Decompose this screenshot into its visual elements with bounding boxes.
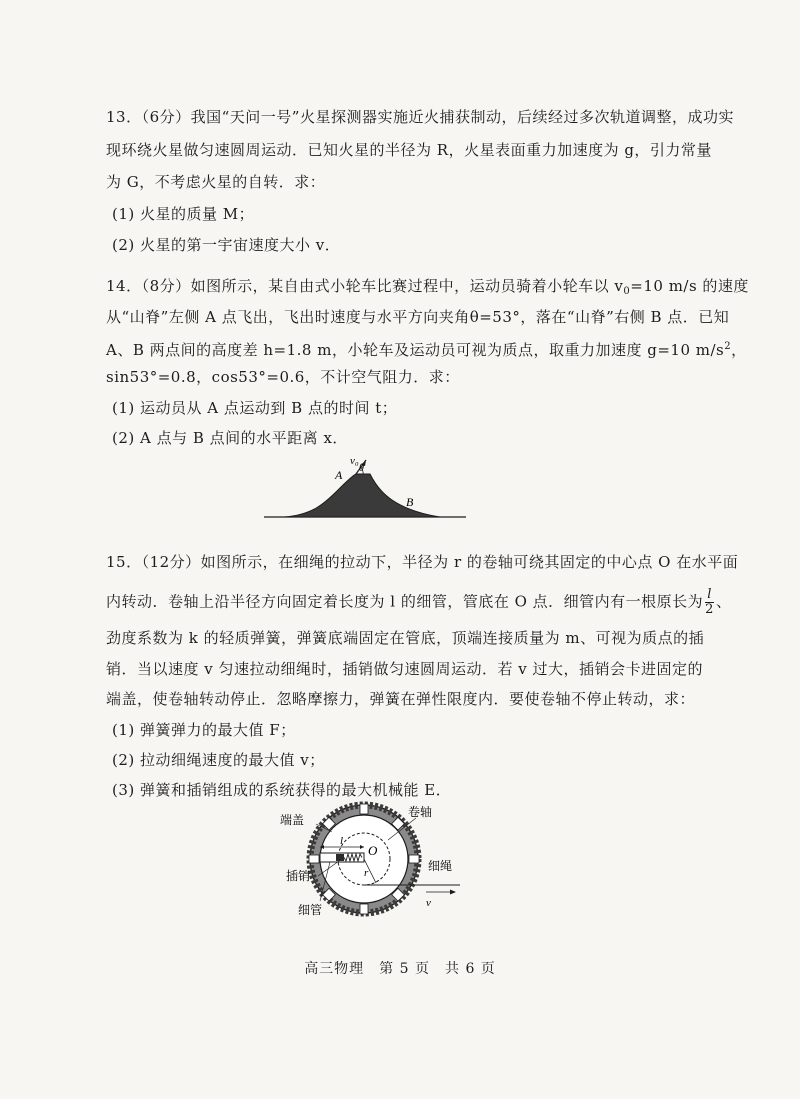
label-theta: θ	[359, 463, 364, 474]
rope-velocity-arrowhead	[450, 890, 456, 895]
q14-line-4: sin53°=0.8，cos53°=0.6，不计空气阻力．求：	[106, 368, 460, 386]
slot-bottom	[360, 904, 368, 914]
q14-line-3-sup: 2	[724, 341, 732, 352]
q13-line-1: 13．（6分）我国“天问一号”火星探测器实施近火捕获制动，后续经过多次轨道调整，成功实	[106, 108, 734, 126]
label-pin: 插销	[286, 869, 311, 883]
reel-figure	[276, 800, 476, 928]
label-v: v	[426, 897, 431, 909]
label-l: l	[340, 835, 344, 847]
slot-top	[360, 804, 368, 814]
q15-sub-1: (1) 弹簧弹力的最大值 F；	[112, 721, 296, 739]
label-r: r	[364, 867, 369, 879]
q14-line-3-a: A、B 两点间的高度差 h=1.8 m，小轮车及运动员可视为质点，取重力加速度 g=10 m/s	[106, 341, 725, 359]
q14-sub-2: (2) A 点与 B 点间的水平距离 x．	[112, 429, 348, 447]
label-O: O	[368, 843, 378, 858]
ridge-shape	[284, 474, 440, 517]
q14-line-1-b: =10 m/s 的速度	[630, 277, 749, 295]
label-reel: 卷轴	[408, 805, 433, 819]
label-B: B	[406, 495, 414, 509]
slot-left	[309, 855, 319, 863]
page-footer: 高三物理 第 5 页 共 6 页	[304, 961, 496, 977]
label-end-cap: 端盖	[280, 813, 305, 827]
q14-line-3-b: ，	[731, 341, 747, 359]
fraction-l-over-2	[705, 588, 714, 617]
slot-right	[409, 855, 419, 863]
q15-sub-3: (3) 弹簧和插销组成的系统获得的最大机械能 E．	[112, 781, 452, 799]
q15-line-5: 端盖，使卷轴转动停止．忽略摩擦力，弹簧在弹性限度内．要使卷轴不停止转动，求：	[106, 690, 696, 708]
label-A: A	[335, 468, 343, 482]
q14-line-3	[106, 337, 747, 360]
q13-line-2: 现环绕火星做匀速圆周运动．已知火星的半径为 R，火星表面重力加速度为 g，引力常量	[106, 141, 712, 159]
q15-line-2	[106, 588, 731, 617]
q14-line-1	[106, 276, 749, 302]
fraction-denominator: 2	[705, 602, 714, 617]
q15-sub-2: (2) 拉动细绳速度的最大值 v；	[112, 751, 325, 769]
q13-line-3: 为 G，不考虑火星的自转．求：	[106, 173, 326, 191]
q14-sub-1: (1) 运动员从 A 点运动到 B 点的时间 t；	[112, 399, 398, 417]
q14-line-2: 从“山脊”左侧 A 点飞出，飞出时速度与水平方向夹角θ=53°，落在“山脊”右侧 B 点．已知	[106, 308, 730, 326]
fraction-numerator: l	[705, 588, 714, 603]
ridge-figure	[262, 455, 472, 526]
pin	[336, 854, 344, 861]
q15-line-2-end: 、	[715, 592, 732, 611]
q15-line-1: 15．（12分）如图所示，在细绳的拉动下，半径为 r 的卷轴可绕其固定的中心点 O 在水平面	[106, 553, 739, 571]
q14-line-1-sub: 0	[623, 286, 631, 297]
q13-sub-1: (1) 火星的质量 M；	[112, 205, 255, 223]
q13-sub-2: (2) 火星的第一宇宙速度大小 v．	[112, 236, 341, 254]
q15-line-4: 销．当以速度 v 匀速拉动细绳时，插销做匀速圆周运动．若 v 过大，插销会卡进固定的	[106, 660, 704, 678]
q14-line-1-a: 14．（8分）如图所示，某自由式小轮车比赛过程中，运动员骑着小轮车以 v	[106, 277, 624, 295]
q15-line-2-text: 内转动．卷轴上沿半径方向固定着长度为 l 的细管，管底在 O 点．细管内有一根原长为	[106, 592, 704, 611]
q15-line-3: 劲度系数为 k 的轻质弹簧，弹簧底端固定在管底，顶端连接质量为 m、可视为质点的插	[106, 629, 705, 647]
label-rope: 细绳	[428, 859, 453, 873]
label-v0: v₀	[350, 455, 359, 467]
label-tube: 细管	[298, 903, 323, 917]
